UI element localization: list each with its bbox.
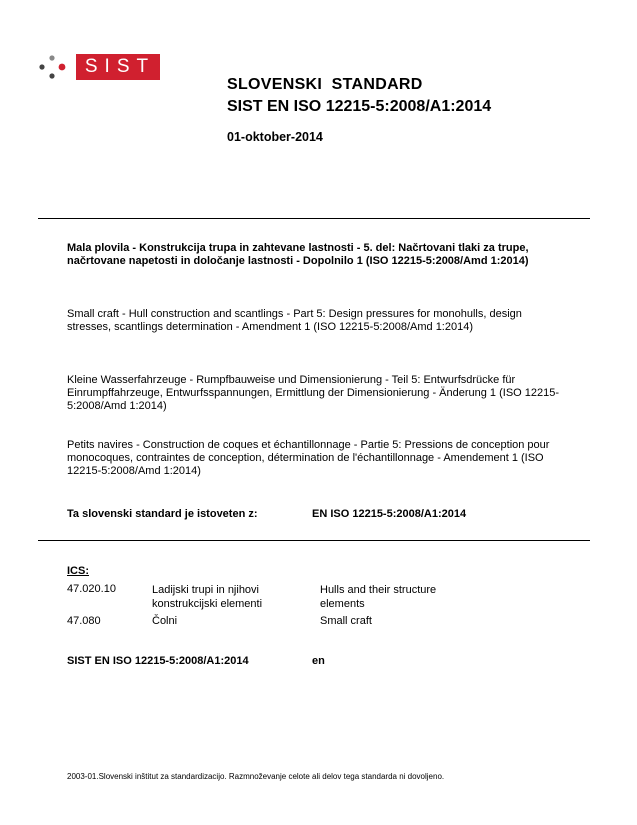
publication-date: 01-oktober-2014 — [227, 130, 323, 144]
title-german: Kleine Wasserfahrzeuge - Rumpfbauweise und Dimensionierung - Teil 5: Entwurfsdrücke für Einrumpffahrzeuge, Entwurfsspannungen, Ermittlung der Dimensionierung - Änderung 1 (ISO 12215-5:2008/Amd 1:2014) — [67, 374, 560, 412]
title-english: Small craft - Hull construction and scantlings - Part 5: Design pressures for monohulls, design stresses, scantlings determination - Amendment 1 (ISO 12215-5:2008/Amd 1:2014) — [67, 308, 522, 333]
logo-dots-icon — [38, 54, 68, 80]
ics-description-sl: Ladijski trupi in njihovi konstrukcijski elementi — [152, 584, 263, 610]
ics-description-en: Hulls and their structure elements — [320, 584, 437, 610]
title-french: Petits navires - Construction de coques et échantillonnage - Partie 5: Pressions de conception pour monocoques, contraintes de conception, détermination de l'échantillonnage - Amendement 1 (ISO 12215-5:2008/Amd 1:2014) — [67, 439, 550, 477]
ics-description-en: Small craft — [320, 615, 372, 627]
document-type: SLOVENSKI STANDARD — [227, 76, 423, 93]
designation-code: SIST EN ISO 12215-5:2008/A1:2014 — [67, 655, 249, 667]
ics-label: ICS: — [67, 565, 89, 577]
copyright-footer: 2003-01.Slovenski inštitut za standardizacijo. Razmnoževanje celote ali delov tega standarda ni dovoljeno. — [67, 772, 445, 781]
designation-language: en — [312, 655, 325, 667]
bottom-divider — [38, 540, 590, 541]
ics-code: 47.080 — [67, 615, 101, 627]
ics-description-sl: Čolni — [152, 615, 178, 627]
standard-code: SIST EN ISO 12215-5:2008/A1:2014 — [227, 98, 492, 115]
sist-logo: SIST — [76, 54, 160, 80]
identical-label: Ta slovenski standard je istoveten z: — [67, 508, 258, 520]
ics-code: 47.020.10 — [67, 583, 116, 595]
top-divider — [38, 218, 590, 219]
title-slovenian: Mala plovila - Konstrukcija trupa in zahtevane lastnosti - 5. del: Načrtovani tlaki za trupe, načrtovane napetosti in določanje lastnosti - Dopolnilo 1 (ISO 12215-5:2008/Amd 1:2014) — [67, 242, 529, 267]
identical-value: EN ISO 12215-5:2008/A1:2014 — [312, 508, 467, 520]
